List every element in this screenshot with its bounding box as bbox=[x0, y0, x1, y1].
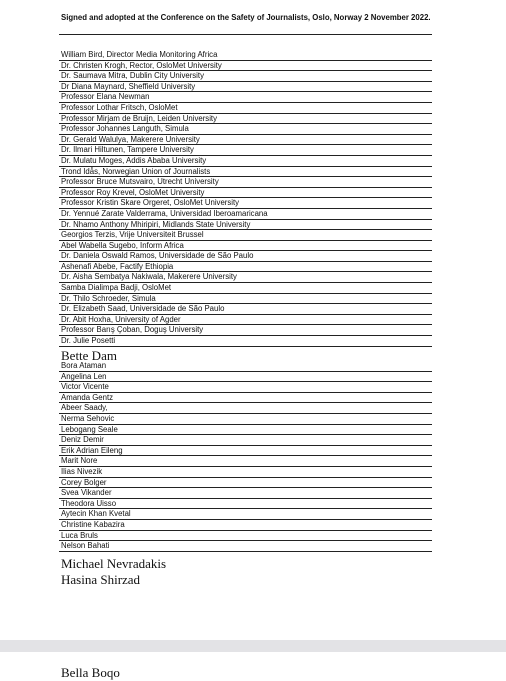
signatory-row: Dr. Yennué Zarate Valderrama, Universidad Iberoamaricana bbox=[59, 209, 432, 220]
signatory-row: Professor Mirjam de Bruijn, Leiden University bbox=[59, 114, 432, 125]
signatory-row: Dr. Nhamo Anthony Mhiripiri, Midlands State University bbox=[59, 220, 432, 231]
signatory-row: Professor Kristin Skare Orgeret, OsloMet University bbox=[59, 198, 432, 209]
signatory-row: Dr. Saumava Mitra, Dublin City University bbox=[59, 71, 432, 82]
signatory-row: Dr. Julie Posetti bbox=[59, 336, 432, 347]
signatory-row: Svea Vikander bbox=[59, 488, 432, 499]
signatory-row: Luca Bruls bbox=[59, 531, 432, 542]
signatory-row: Christine Kabazira bbox=[59, 520, 432, 531]
signatory-row: Nerma Sehovic bbox=[59, 414, 432, 425]
signatory-row: Lebogang Seale bbox=[59, 425, 432, 436]
heading-rule bbox=[59, 34, 432, 35]
signatory-row: Professor Elana Newman bbox=[59, 92, 432, 103]
signatory-row: Dr. Ilmari Hiltunen, Tampere University bbox=[59, 145, 432, 156]
signatory-row: Dr. Christen Krogh, Rector, OsloMet University bbox=[59, 61, 432, 72]
signatory-row: Corey Bolger bbox=[59, 478, 432, 489]
signatory-row: Angelina Len bbox=[59, 372, 432, 383]
signatory-row: Deniz Demir bbox=[59, 435, 432, 446]
signatory-row: Dr. Daniela Oswald Ramos, Universidade de São Paulo bbox=[59, 251, 432, 262]
signatory-row: Georgios Terzis, Vrije Universiteit Brussel bbox=[59, 230, 432, 241]
signatory-row: Dr. Gerald Walulya, Makerere University bbox=[59, 135, 432, 146]
signatory-row: Dr. Aisha Sembatya Nakiwala, Makerere University bbox=[59, 272, 432, 283]
signatory-row: Marit Nore bbox=[59, 456, 432, 467]
signatory-row: Ilias Nivezik bbox=[59, 467, 432, 478]
signatory-row: Abel Wabella Sugebo, Inform Africa bbox=[59, 241, 432, 252]
signatory-row: Abeer Saady, bbox=[59, 403, 432, 414]
signatory-row: Ashenafi Abebe, Factify Ethiopia bbox=[59, 262, 432, 273]
signatory-row: Bora Ataman bbox=[59, 361, 432, 372]
signature-name-large: Michael Nevradakis bbox=[61, 556, 167, 571]
signatory-list-b bbox=[59, 361, 432, 552]
signatory-row: Professor Roy Krevel, OsloMet University bbox=[59, 188, 432, 199]
signatory-row: Professor Lothar Fritsch, OsloMet bbox=[59, 103, 432, 114]
signature-name-large: Bella Boqo bbox=[61, 665, 120, 680]
signatory-row: Dr. Thilo Schroeder, Simula bbox=[59, 294, 432, 305]
signatory-row: Professor Johannes Languth, Simula bbox=[59, 124, 432, 135]
signatory-row: Samba Dialimpa Badji, OsloMet bbox=[59, 283, 432, 294]
document-heading: Signed and adopted at the Conference on the Safety of Journalists, Oslo, Norway 2 November 2022. bbox=[61, 13, 431, 22]
signatory-row: William Bird, Director Media Monitoring Africa bbox=[59, 50, 432, 61]
signatory-row: Dr. Mulatu Moges, Addis Ababa University bbox=[59, 156, 432, 167]
signature-name-large: Bette Dam bbox=[61, 348, 117, 363]
signatory-row: Dr Diana Maynard, Sheffield University bbox=[59, 82, 432, 93]
signatory-row: Aytecin Khan Kvetal bbox=[59, 509, 432, 520]
signatory-row: Amanda Gentz bbox=[59, 393, 432, 404]
signatory-row: Professor Barış Çoban, Doguş University bbox=[59, 325, 432, 336]
signatory-row: Theodora Uisso bbox=[59, 499, 432, 510]
signatory-row: Trond Idås, Norwegian Union of Journalists bbox=[59, 167, 432, 178]
signature-name-large: Hasina Shirzad bbox=[61, 572, 141, 587]
signatory-row: Professor Bruce Mutsvairo, Utrecht University bbox=[59, 177, 432, 188]
signatory-row: Dr. Abit Hoxha, University of Agder bbox=[59, 315, 432, 326]
signatory-row: Erik Adrian Eileng bbox=[59, 446, 432, 457]
signatory-list-a bbox=[59, 50, 432, 347]
signatory-row: Victor Vicente bbox=[59, 382, 432, 393]
signatory-row: Nelson Bahati bbox=[59, 541, 432, 552]
signatory-row: Dr. Elizabeth Saad, Universidade de São Paulo bbox=[59, 304, 432, 315]
page-break bbox=[0, 640, 506, 652]
